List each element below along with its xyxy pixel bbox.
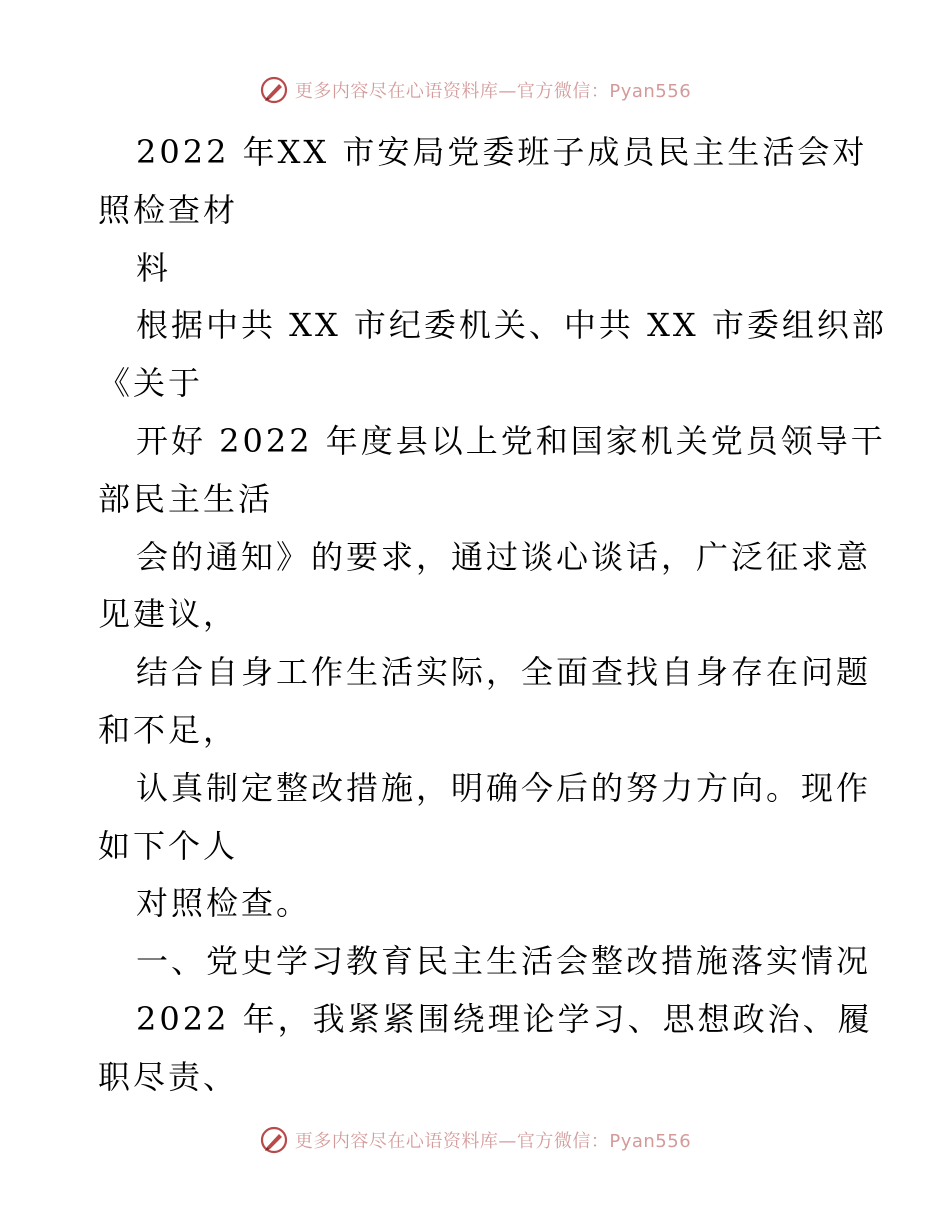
paragraph-line: 如下个人 <box>98 826 239 865</box>
footer-banner <box>0 1120 950 1160</box>
pen-logo-icon <box>259 1125 289 1155</box>
paragraph-line: 职尽责、 <box>98 1057 239 1096</box>
header-banner <box>0 70 950 110</box>
footer-banner-text: 更多内容尽在心语资料库—官方微信：Pyan556 <box>294 1131 692 1152</box>
paragraph-line: 根据中共 XX 市纪委机关、中共 XX 市委组织部 <box>136 306 887 345</box>
pen-logo-icon <box>259 75 289 105</box>
section-heading: 一、党史学习教育民主生活会整改措施落实情况 <box>136 942 872 981</box>
document-body <box>98 124 887 1107</box>
paragraph-line: 和不足， <box>98 710 239 749</box>
paragraph-line: 部民主生活 <box>98 479 274 518</box>
paragraph-line: 2022 年，我紧紧围绕理论学习、思想政治、履 <box>136 999 873 1038</box>
doc-title-line-2: 照检查材 <box>98 190 239 229</box>
doc-title-line-1: 2022 年XX 市安局党委班子成员民主生活会对 <box>136 133 868 171</box>
paragraph-line: 对照检查。 <box>136 884 312 923</box>
paragraph-line: 见建议， <box>98 595 239 634</box>
header-banner-text: 更多内容尽在心语资料库—官方微信：Pyan556 <box>294 81 692 102</box>
paragraph-line: 开好 2022 年度县以上党和国家机关党员领导干 <box>136 421 886 460</box>
paragraph-line: 会的通知》的要求，通过谈心谈话，广泛征求意 <box>136 537 872 576</box>
paragraph-line: 结合自身工作生活实际，全面查找自身存在问题 <box>136 653 872 692</box>
paragraph-line: 认真制定整改措施，明确今后的努力方向。现作 <box>136 768 872 807</box>
doc-title-line-3: 料 <box>136 248 172 287</box>
paragraph-line: 《关于 <box>98 364 204 403</box>
